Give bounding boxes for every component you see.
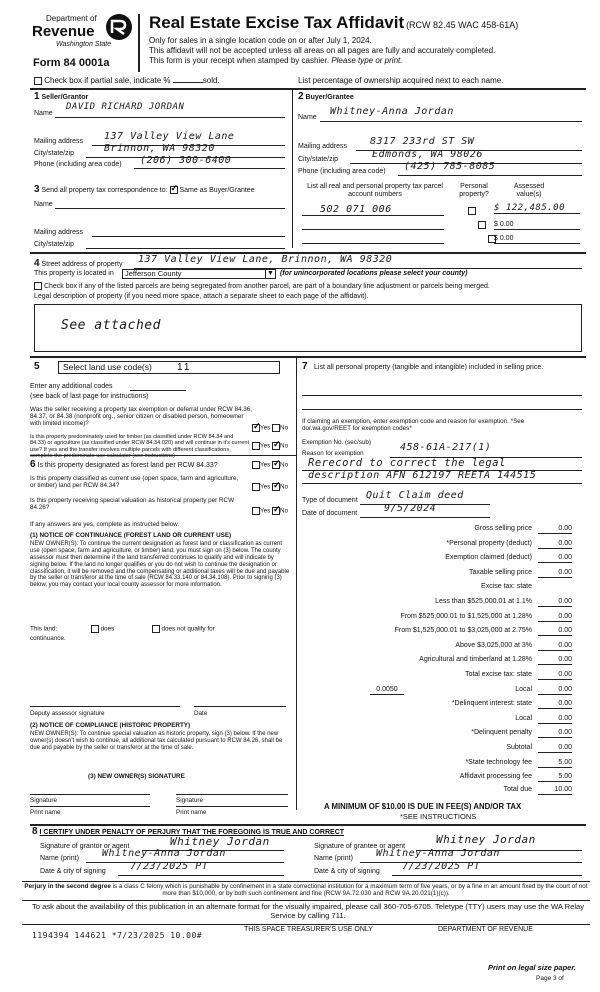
exemption-answer: ✓Yes No: [252, 424, 288, 432]
county-select-value: Jefferson County: [125, 269, 182, 278]
notice1-body: NEW OWNER(S): To continue the current designation as forest land or classification as current use (open space, farm and agriculture, or timber) land, you must sign on (3) below. The county assessor must then determine if the land transferred continues to qualify and will indicate by signing below. If the land no longer qualifies or you do not wish to continue the designation or classification, it will be removed and the compensating or additional taxes will be due and payable by the seller or transferor at the time of sale (RCW 84.33.140 or 84.34.108). Prior to signing (3) below, you may contact your local county assessor for more information.: [30, 541, 290, 589]
new-owner-print-label-2: Print name: [176, 809, 207, 816]
tax-row-amount[interactable]: 0.00: [538, 598, 572, 607]
dept-line2: Revenue: [32, 23, 95, 40]
treasurer-stamp: 1194394 144621 *7/23/2025 10.00#: [32, 931, 203, 940]
grantee-date-label: Date & city of signing: [314, 868, 380, 875]
tax-row-amount[interactable]: 0.00: [538, 656, 572, 665]
land-use-select[interactable]: [58, 361, 280, 374]
forest-no-checkbox[interactable]: [272, 461, 280, 469]
personal-property-checkbox-1[interactable]: [468, 207, 476, 215]
deputy-signature-label: Deputy assessor signature: [30, 710, 105, 717]
seller-mailing-label: Mailing address: [34, 138, 84, 145]
tax-row-amount[interactable]: 0.00: [538, 744, 572, 753]
same-as-buyer-checkbox[interactable]: [170, 186, 178, 194]
parcels-header-personal: Personal property?: [459, 183, 489, 199]
seller-phone-field[interactable]: (206) 300-6400: [140, 155, 232, 166]
grantee-name-field[interactable]: Whitney-Anna Jordan: [376, 848, 500, 859]
personal-property-checkbox-2[interactable]: [478, 221, 486, 229]
segregated-row: Check box if any of the listed parcels are being segregated from another parcel, are part of a boundary line adjustment or parcels being merged.: [34, 282, 490, 291]
buyer-phone-field[interactable]: (425) 785-8085: [404, 161, 496, 172]
section3-name-label: Name: [34, 201, 53, 208]
personal-property-label: List all personal property (tangible and intangible) included in selling price.: [314, 364, 544, 371]
see-instructions-note: *SEE INSTRUCTIONS: [400, 812, 477, 821]
tax-row-label: Exemption claimed (deduct): [445, 554, 532, 562]
parcels-header-assessed: Assessed value(s): [513, 183, 545, 199]
tax-row-label: *State technology fee: [465, 758, 532, 766]
legal-description-box[interactable]: [34, 304, 582, 352]
exemption-no-checkbox[interactable]: [272, 424, 280, 432]
reason-field-line1[interactable]: Rerecord to correct the legal: [308, 457, 506, 469]
tax-row-label: Local: [515, 714, 532, 722]
tax-row-amount[interactable]: 0.00: [538, 671, 572, 680]
tax-row-label: Subtotal: [506, 744, 532, 751]
grantor-name-label: Name (print): [40, 855, 79, 862]
dor-emblem-icon: [104, 12, 134, 42]
land-use-select-label: Select land use code(s): [63, 362, 152, 372]
tax-row-label: Agricultural and timberland at 1.28%: [419, 656, 532, 664]
tax-row-amount[interactable]: 0.00: [538, 613, 572, 622]
header-note-3: This form is your receipt when stamped by cashier. Please type or print.: [149, 56, 403, 65]
new-owner-print-label-1: Print name: [30, 809, 61, 816]
minimum-due-note: A MINIMUM OF $10.00 IS DUE IN FEE(S) AND/OR TAX: [324, 802, 522, 811]
county-note: (for unincorporated locations please select your county): [280, 270, 468, 277]
tax-row-amount[interactable]: 5.00: [538, 759, 572, 768]
forest-answer: Yes ✓ No: [252, 461, 288, 469]
assessed-value-1[interactable]: $ 122,485.00: [494, 203, 580, 214]
form-number: Form 84 0001a: [33, 57, 110, 69]
seller-city-label: City/state/zip: [34, 150, 75, 157]
tax-row-label: Affidavit processing fee: [459, 773, 532, 781]
forest-yes-checkbox[interactable]: [252, 461, 260, 469]
continuance-label: continuance.: [30, 635, 66, 642]
buyer-heading: 2 Buyer/Grantee: [298, 91, 354, 102]
tax-row-label: *Personal property (deduct): [446, 539, 532, 547]
local-rate-field[interactable]: 0.0050: [370, 686, 404, 695]
legal-description-label: Legal description of property (if you need more space, attach a separate sheet to each page of the affidavit).: [34, 293, 369, 300]
section5-num: 5: [34, 361, 40, 372]
current-use-answer: Yes ✓ No: [252, 483, 288, 491]
exemption-no-field[interactable]: 458-61A-217(1): [400, 442, 492, 453]
exemption-question: Was the seller receiving a property tax exemption or deferral under RCW 84.36, 84.37, or 84.38 (nonprofit org., senior citizen or disabled person, homeowner with limited income)?: [30, 406, 253, 428]
dept-line3: Washington State: [56, 41, 112, 48]
ownership-note: List percentage of ownership acquired next to each name.: [298, 76, 504, 85]
tax-row-amount[interactable]: 0.00: [538, 540, 572, 549]
segregated-checkbox[interactable]: [34, 282, 42, 290]
see-back-note: (see back of last page for instructions): [30, 393, 149, 400]
doc-type-field[interactable]: Quit Claim deed: [366, 490, 464, 501]
treasurer-use-label: THIS SPACE TREASURER'S USE ONLY: [244, 926, 373, 933]
deputy-date-label: Date: [194, 710, 208, 717]
land-use-select-value: 11: [177, 362, 192, 373]
seller-mailing-field[interactable]: 137 Valley View Lane: [104, 131, 235, 142]
tax-row-amount[interactable]: 0.00: [538, 700, 572, 709]
parcel-number-1[interactable]: 502 071 006: [320, 204, 392, 215]
grantor-date-field[interactable]: 7/23/2025 PT: [130, 861, 209, 872]
additional-codes-field[interactable]: [130, 390, 186, 391]
buyer-name-label: Name: [298, 114, 317, 121]
qualify-does-not-checkbox[interactable]: [152, 625, 160, 633]
assessed-value-2[interactable]: $ 0.00: [494, 221, 580, 230]
historic-no-checkbox[interactable]: [272, 507, 280, 515]
historic-question: Is this property receiving special valuation as historical property per RCW 84.26?: [30, 497, 235, 512]
qualify-does-checkbox[interactable]: [91, 625, 99, 633]
certify-heading: 8 I CERTIFY UNDER PENALTY OF PERJURY THAT THE FOREGOING IS TRUE AND CORRECT: [32, 826, 345, 837]
seller-name-field[interactable]: DAVID RICHARD JORDAN: [66, 102, 185, 112]
personal-property-heading: 7: [302, 361, 308, 372]
grantee-signature-field[interactable]: Whitney Jordan: [436, 833, 536, 846]
header-note-1: Only for sales in a single location code on or after July 1, 2024.: [149, 36, 372, 45]
tax-row-amount[interactable]: 5.00: [538, 773, 572, 782]
property-street-field[interactable]: 137 Valley View Lane, Brinnon, WA 98320: [138, 254, 393, 265]
grantor-date-label: Date & city of signing: [40, 868, 106, 875]
grantee-date-field[interactable]: 7/23/2025 PT: [402, 861, 481, 872]
notice1-title: (1) NOTICE OF CONTINUANCE (FOREST LAND OR CURRENT USE): [30, 532, 232, 539]
page-title: Real Estate Excise Tax Affidavit (RCW 82.45 WAC 458-61A): [149, 13, 519, 32]
tax-row-amount[interactable]: 0.00: [538, 525, 572, 534]
if-any-note: If any answers are yes, complete as instructed below.: [30, 521, 180, 528]
chevron-down-icon: ▼: [265, 269, 275, 279]
notice3-title: (3) NEW OWNER(S) SIGNATURE: [88, 773, 185, 780]
buyer-phone-label: Phone (including area code): [298, 168, 386, 175]
tax-row-amount[interactable]: 0.00: [538, 569, 572, 578]
buyer-city-field[interactable]: Edmonds, WA 98026: [372, 149, 483, 160]
located-in-label: This property is located in: [34, 270, 114, 277]
tax-row-amount[interactable]: 0.00: [538, 642, 572, 651]
alt-format-note: To ask about the availability of this publication in an alternate format for the visually impaired, please call 360-705-6705. Teletype (TTY) users may use the WA Relay Service by calling 711.: [31, 902, 585, 920]
tax-row-label: Taxable selling price: [468, 568, 532, 576]
exemption-yes-checkbox[interactable]: [252, 424, 260, 432]
seller-phone-label: Phone (including area code): [34, 161, 122, 168]
partial-sale-row: Check box if partial sale, indicate % sold.: [34, 76, 220, 85]
current-use-question: Is this property classified as current use (open space, farm and agriculture, or timber) land per RCW 84.34?: [30, 475, 239, 490]
county-select[interactable]: [122, 269, 276, 279]
grantor-name-field[interactable]: Whitney-Anna Jordan: [102, 848, 226, 859]
new-owner-signature-label-2: Signature: [176, 797, 203, 804]
forest-question: 6 Is this property designated as forest land per RCW 84.33?: [30, 459, 218, 470]
tax-row-amount[interactable]: 0.00: [538, 686, 572, 695]
tax-row-label: Above $3,025,000 at 3%: [455, 641, 532, 649]
assessed-value-3[interactable]: $ 0.00: [494, 235, 580, 244]
buyer-mailing-field[interactable]: 8317 233rd ST SW: [370, 136, 475, 147]
dor-logo: [32, 12, 132, 56]
notice2-body: NEW OWNER(S): To continue special valuation as historic property, sign (3) below. If the new owner(s) doesn't wish to continue, all additional tax calculated pursuant to RCW 84.26, shall be due and payable by the seller or transferor at the time of sale.: [30, 731, 283, 751]
section3-heading: 3 Send all property tax correspondence to: ✓ Same as Buyer/Grantee: [34, 184, 255, 196]
timber-question: Is this property predominately used for timber (as classified under RCW 84.34 and 84.33) or agriculture (as classified under RCW 84.34.020) and will continue in it's current use? If yes and the transfer involves multiple parcels with different classifications, complete the predominate use calculator (see instructions): [30, 434, 250, 460]
exemption-intro: If claiming an exemption, enter exemption code and reason for exemption. *See dor.wa.gov/REET for exemption codes*: [302, 418, 525, 433]
grantee-name-label: Name (print): [314, 855, 353, 862]
notice2-title: (2) NOTICE OF COMPLIANCE (HISTORIC PROPERTY): [30, 722, 191, 729]
doc-date-label: Date of document: [302, 510, 358, 517]
seller-city-field[interactable]: Brinnon, WA 98320: [104, 143, 215, 154]
tax-row-label: Excise tax: state: [481, 583, 532, 591]
tax-row-amount[interactable]: 0.00: [538, 729, 572, 738]
perjury-warning: Perjury in the second degree is a class C felony which is punishable by confinement in a state correctional institution for a maximum term of five years, or by a fine in an amount fixed by the court of not more than $10,000, or by both such confinement and fine (RCW 9A.72.030 and RCW 9A.20.021(1)(c)).: [24, 883, 588, 898]
dor-label: DEPARTMENT OF REVENUE: [438, 926, 533, 933]
partial-sale-checkbox[interactable]: [34, 77, 42, 85]
timber-answer: Yes ✓ No: [252, 442, 288, 450]
tax-row-amount[interactable]: 10.00: [538, 786, 572, 795]
reason-label: Reason for exemption: [302, 450, 364, 457]
seller-name-label: Name: [34, 110, 53, 117]
parcels-header-list: List all real and personal property tax parcel account numbers: [307, 183, 443, 199]
historic-answer: Yes ✓ No: [252, 507, 288, 515]
doc-type-label: Type of document: [302, 497, 358, 504]
legal-size-note: Print on legal size paper.: [488, 963, 576, 972]
reason-field-line2[interactable]: description AFN 612197 REETA 144515: [308, 470, 537, 481]
additional-codes-label: Enter any additional codes: [30, 383, 113, 390]
section3-city-label: City/state/zip: [34, 241, 75, 248]
grantor-signature-label: Signature of grantor or agent: [40, 843, 130, 850]
tax-row-label: Local: [515, 685, 532, 693]
qualify-row: This land: does does not qualify for: [30, 625, 215, 633]
buyer-name-field[interactable]: Whitney-Anna Jordan: [330, 106, 454, 117]
tax-row-label: *Delinquent penalty: [471, 729, 532, 737]
tax-row-amount[interactable]: 0.00: [538, 554, 572, 563]
grantee-signature-label: Signature of grantee or agent: [314, 843, 406, 850]
doc-date-field[interactable]: 9/5/2024: [384, 503, 437, 514]
tax-row-label: From $1,525,000.01 to $3,025,000 at 2.75%: [394, 627, 532, 635]
historic-yes-checkbox[interactable]: [252, 507, 260, 515]
seller-heading: 1 Seller/Grantor: [34, 91, 89, 102]
current-use-yes-checkbox[interactable]: [252, 483, 260, 491]
dept-line1: Department of: [46, 14, 97, 23]
current-use-no-checkbox[interactable]: [272, 483, 280, 491]
timber-no-checkbox[interactable]: [272, 442, 280, 450]
tax-row-amount[interactable]: 0.00: [538, 627, 572, 636]
tax-row-label: Total due: [503, 785, 532, 793]
buyer-city-label: City/state/zip: [298, 156, 339, 163]
tax-row-label: Total excise tax: state: [465, 671, 532, 678]
exemption-no-label: Exemption No. (sec/sub): [302, 439, 371, 446]
tax-row-label: Less than $525,000.01 at 1.1%: [435, 598, 532, 605]
grantor-signature-field[interactable]: Whitney Jordan: [170, 835, 270, 848]
tax-row-label: From $525,000.01 to $1,525,000 at 1.28%: [400, 612, 532, 620]
tax-row-amount[interactable]: 0.00: [538, 715, 572, 724]
header-note-2: This affidavit will not be accepted unless all areas on all pages are fully and accurately completed.: [149, 46, 496, 55]
tax-row-label: *Delinquent interest: state: [451, 700, 532, 708]
section4-street-row: 4 Street address of property: [34, 258, 123, 269]
legal-description-text: See attached: [61, 318, 161, 333]
page-number: Page 3 of: [536, 975, 564, 982]
section3-mailing-label: Mailing address: [34, 229, 84, 236]
tax-row-label: Gross selling price: [474, 525, 532, 532]
timber-yes-checkbox[interactable]: [252, 442, 260, 450]
new-owner-signature-label-1: Signature: [30, 797, 57, 804]
buyer-mailing-label: Mailing address: [298, 143, 348, 150]
